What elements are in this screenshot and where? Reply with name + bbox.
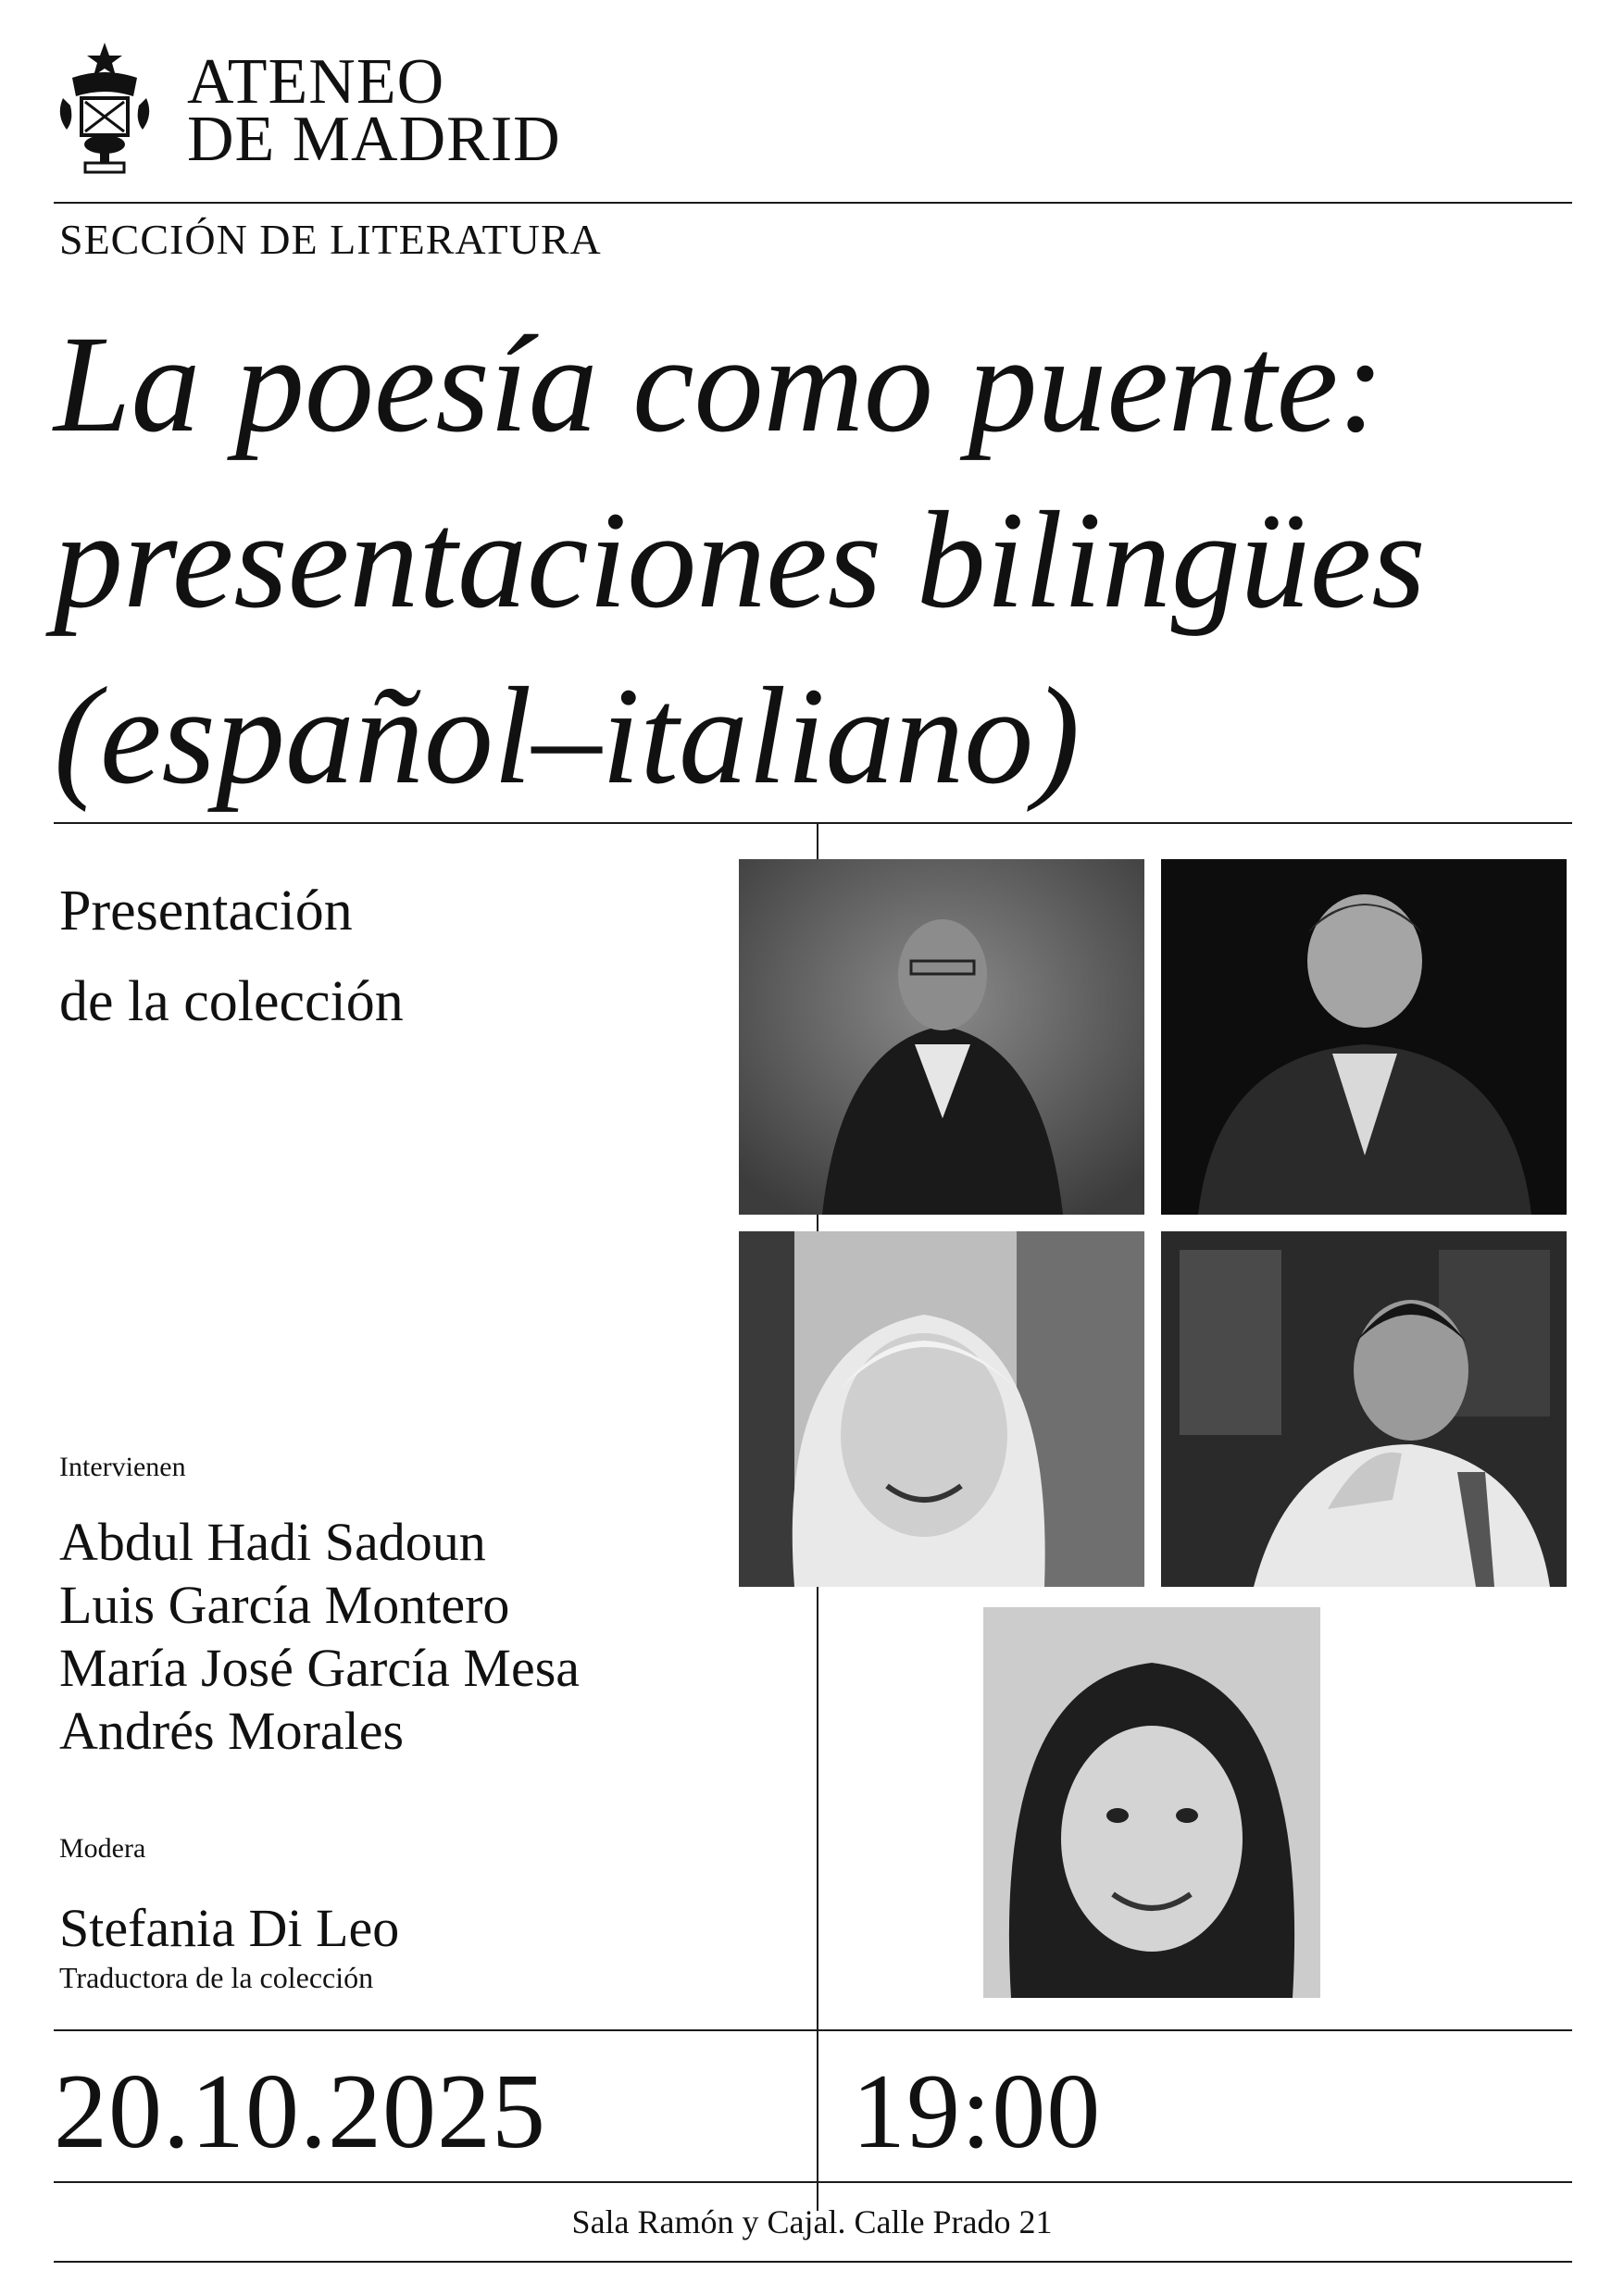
speakers-label: Intervienen bbox=[59, 1452, 186, 1482]
moderator-photo bbox=[983, 1607, 1320, 1998]
speaker-photo-2 bbox=[1161, 859, 1567, 1215]
institution-name-line2: DE MADRID bbox=[187, 104, 561, 175]
subtitle-line1: Presentación bbox=[59, 880, 353, 942]
event-time: 19:00 bbox=[852, 2053, 1102, 2171]
event-title-line1: La poesía como puente: bbox=[54, 307, 1385, 461]
date-top-divider bbox=[54, 2029, 1572, 2031]
speaker-name: Andrés Morales bbox=[59, 1701, 405, 1761]
moderator-role: Traductora de la colección bbox=[59, 1961, 374, 1994]
speaker-name: Luis García Montero bbox=[59, 1575, 510, 1635]
speaker-photo-3 bbox=[739, 1231, 1144, 1587]
moderator-name: Stefania Di Leo bbox=[59, 1898, 400, 1958]
event-title-line3: (español–italiano) bbox=[54, 659, 1081, 813]
event-date: 20.10.2025 bbox=[54, 2053, 546, 2171]
ateneo-crest-logo bbox=[54, 41, 156, 180]
event-title bbox=[54, 296, 1591, 824]
moderator-label: Modera bbox=[59, 1833, 146, 1864]
subtitle bbox=[59, 866, 404, 1047]
bottom-divider bbox=[54, 2261, 1572, 2263]
institution-name-line1: ATENEO bbox=[187, 46, 445, 118]
title-divider bbox=[54, 822, 1572, 824]
speakers-list bbox=[59, 1511, 580, 1763]
date-bottom-divider bbox=[54, 2181, 1572, 2183]
speaker-name: María José García Mesa bbox=[59, 1638, 581, 1698]
event-venue: Sala Ramón y Cajal. Calle Prado 21 bbox=[571, 2203, 1053, 2240]
speaker-name: Abdul Hadi Sadoun bbox=[59, 1512, 486, 1572]
event-title-line2: presentaciones bilingües bbox=[54, 483, 1426, 637]
speaker-photo-1 bbox=[739, 859, 1144, 1215]
top-divider bbox=[54, 202, 1572, 204]
speaker-photo-4 bbox=[1161, 1231, 1567, 1587]
institution-name bbox=[187, 46, 561, 175]
subtitle-line2: de la colección bbox=[59, 970, 404, 1033]
section-label: SECCIÓN DE LITERATURA bbox=[59, 216, 602, 263]
